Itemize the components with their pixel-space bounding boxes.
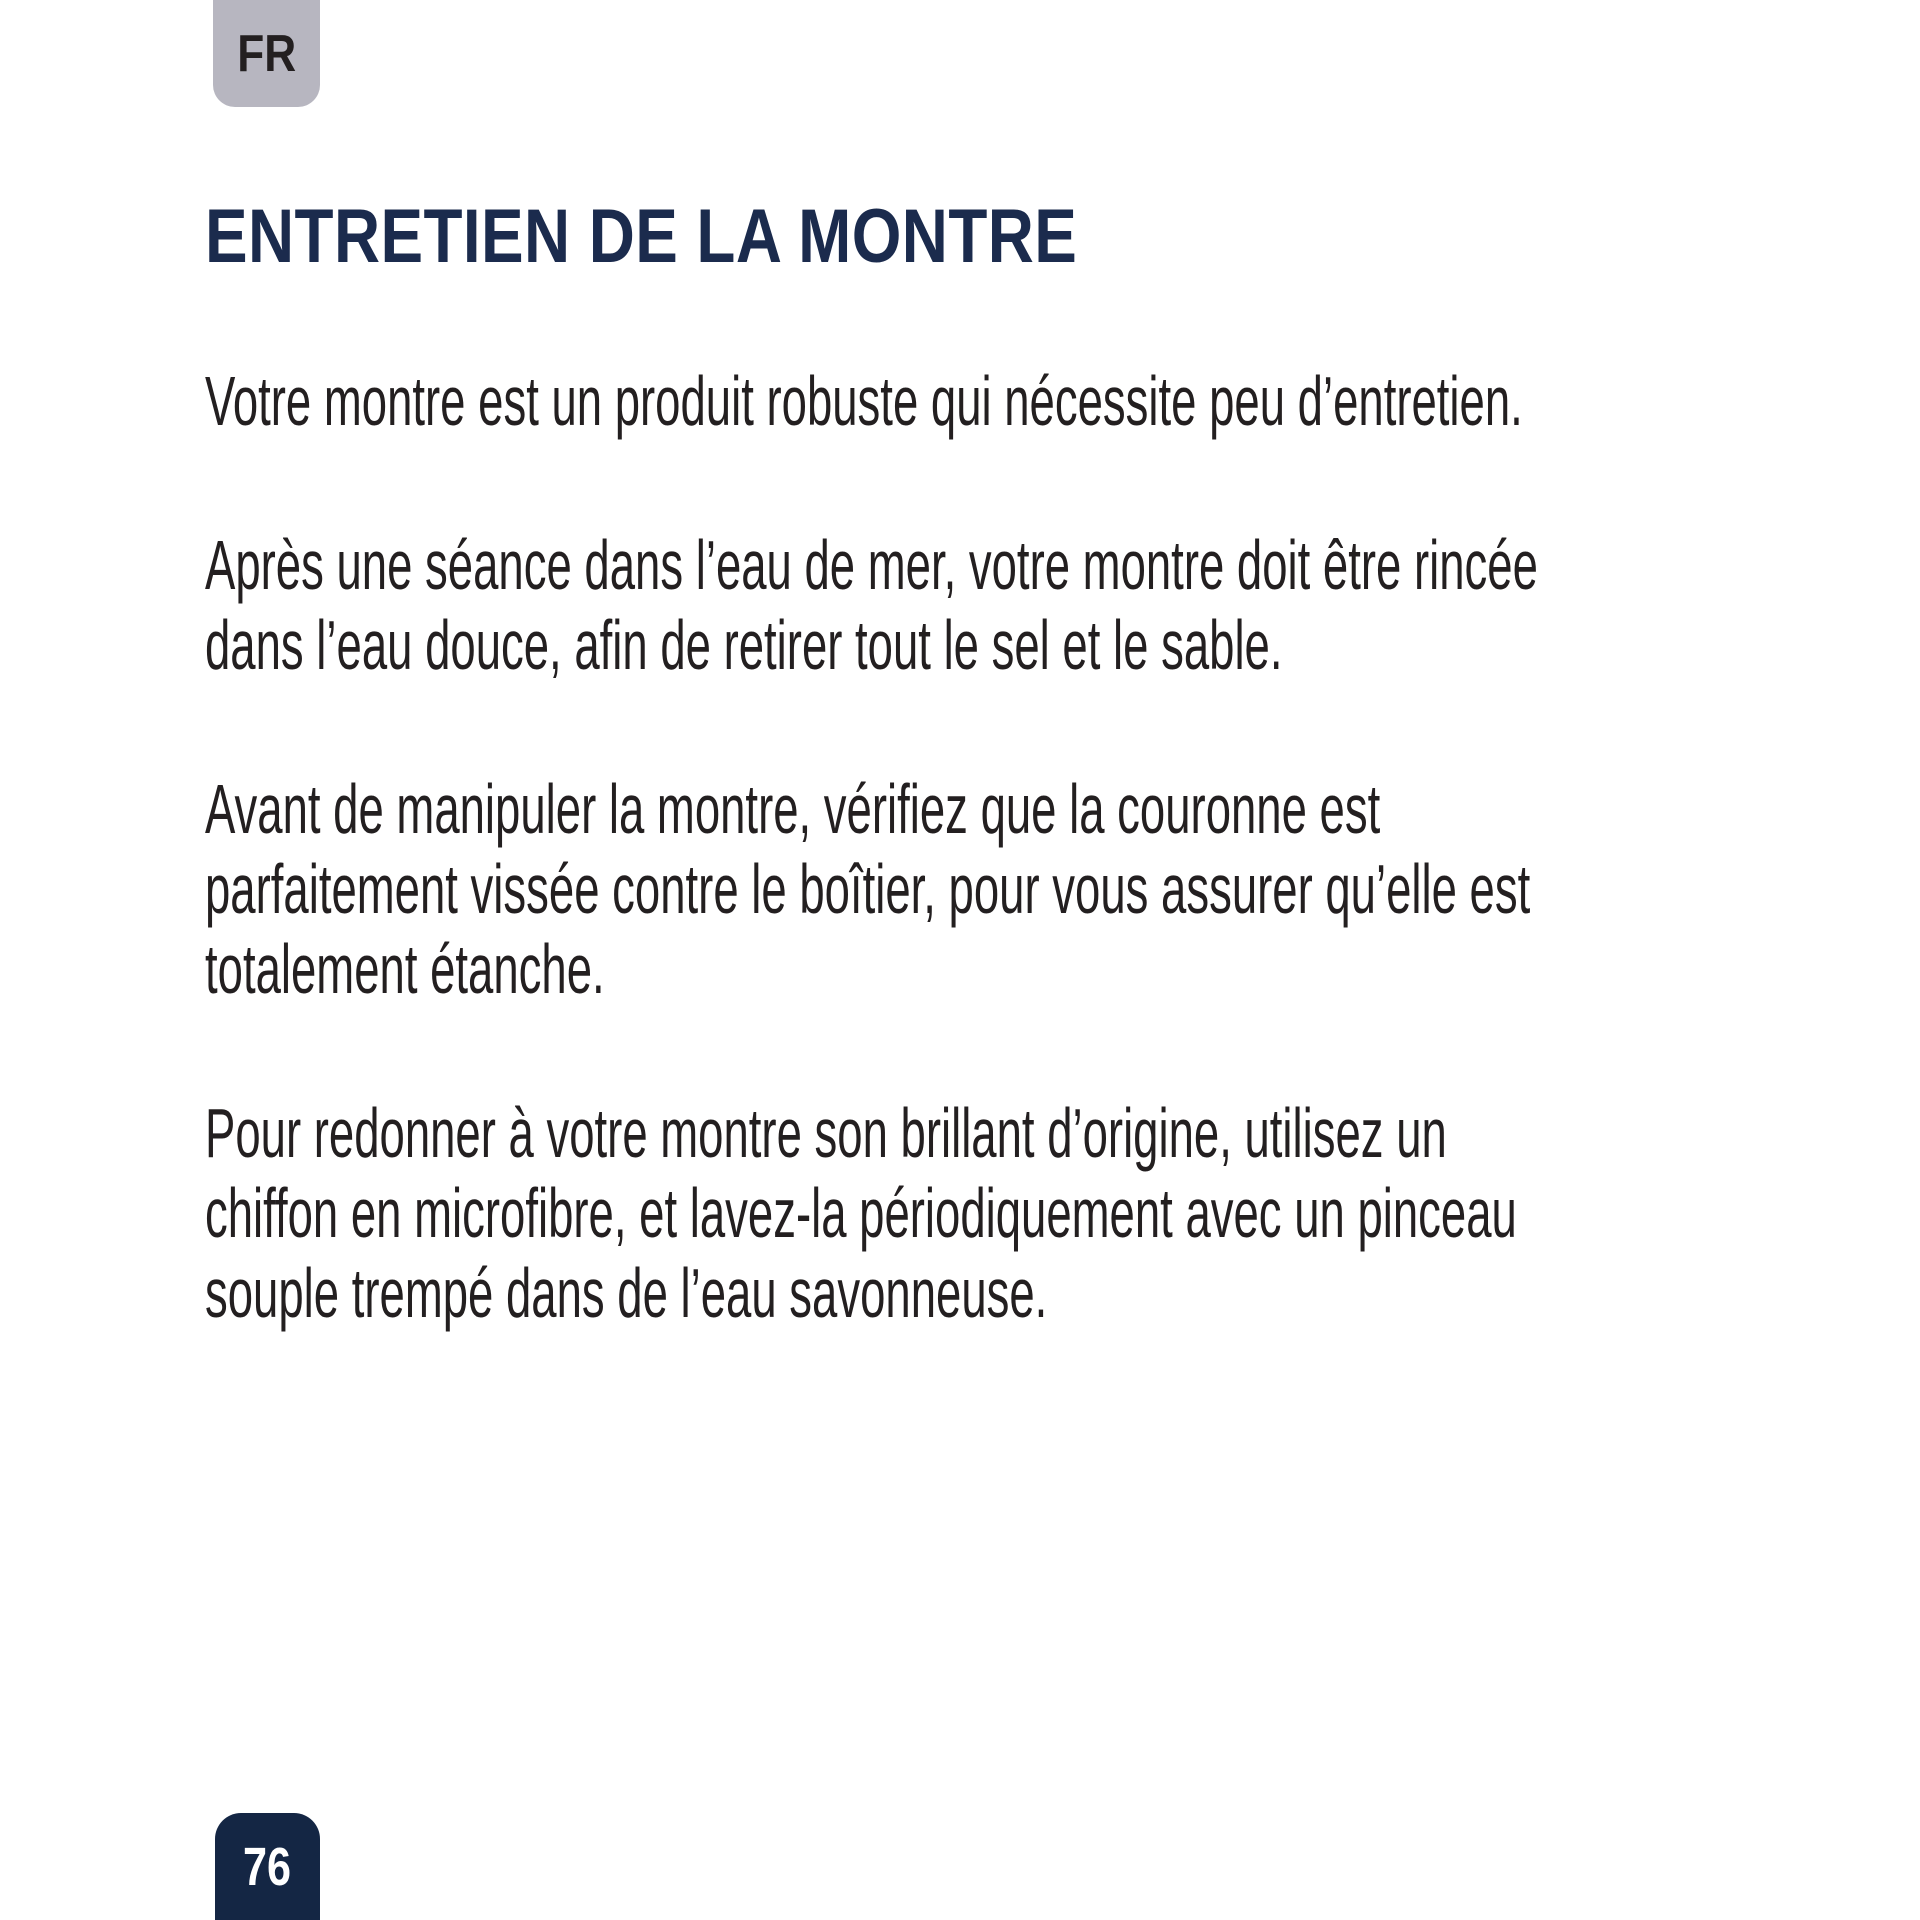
paragraph-1 bbox=[205, 361, 1805, 441]
paragraph-line: souple trempé dans de l’eau savonneuse. bbox=[205, 1254, 1048, 1332]
paragraph-2 bbox=[205, 525, 1805, 685]
paragraph-line: Avant de manipuler la montre, vérifiez que la couronne est bbox=[205, 770, 1381, 848]
page-title: ENTRETIEN DE LA MONTRE bbox=[205, 194, 1078, 279]
paragraph-line: chiffon en microfibre, et lavez-la périodiquement avec un pinceau bbox=[205, 1174, 1517, 1252]
page-number-label: 76 bbox=[243, 1836, 292, 1897]
paragraph-line: totalement étanche. bbox=[205, 930, 605, 1008]
paragraph-line: parfaitement vissée contre le boîtier, pour vous assurer qu’elle est bbox=[205, 850, 1531, 928]
paragraph-4 bbox=[205, 1093, 1805, 1333]
language-badge bbox=[213, 0, 320, 107]
paragraph-line: Pour redonner à votre montre son brillant d’origine, utilisez un bbox=[205, 1094, 1447, 1172]
paragraph-line: dans l’eau douce, afin de retirer tout le sel et le sable. bbox=[205, 606, 1283, 684]
paragraph-line: Après une séance dans l’eau de mer, votre montre doit être rincée bbox=[205, 526, 1538, 604]
paragraph-3 bbox=[205, 769, 1805, 1009]
language-badge-label: FR bbox=[237, 24, 296, 83]
body-copy bbox=[205, 361, 1805, 1333]
paragraph-line: Votre montre est un produit robuste qui nécessite peu d’entretien. bbox=[205, 362, 1523, 440]
page-number-badge bbox=[215, 1813, 320, 1920]
